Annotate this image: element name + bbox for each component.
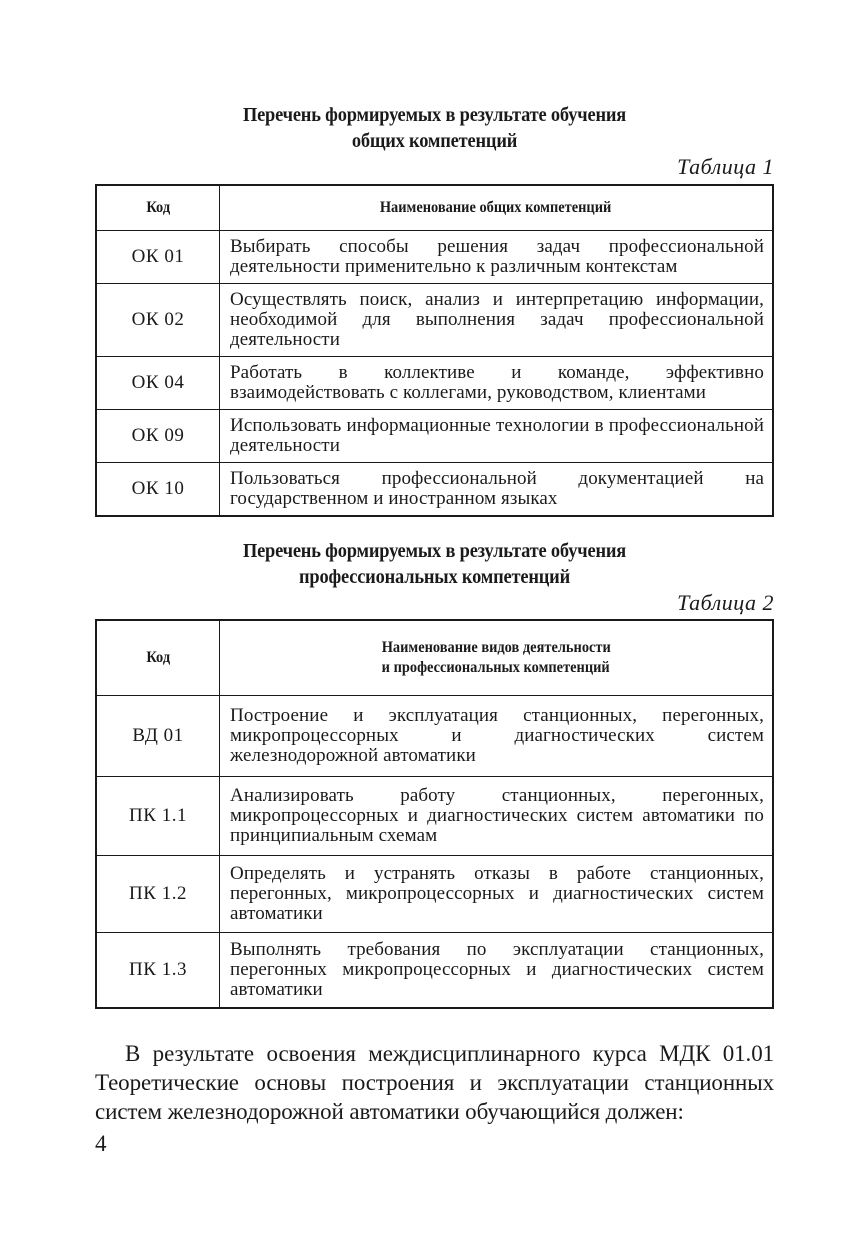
table-row [96, 696, 773, 777]
row-description: Работать в коллективе и команде, эффективно взаимодействовать с коллегами, руководством, клиентами [220, 357, 774, 410]
row-code: ПК 1.3 [96, 933, 220, 1009]
table1-title-line2: общих компетенций [351, 130, 518, 152]
table1-title-line1: Перечень формируемых в результате обучения [242, 104, 627, 126]
table-row [96, 284, 773, 357]
table-row [96, 777, 773, 856]
table1-caption: Таблица 1 [677, 154, 774, 179]
table2-title-line2: профессиональных компетенций [298, 566, 571, 588]
page-number: 4 [95, 1131, 107, 1156]
row-description: Построение и эксплуатация станционных, перегонных, микропроцессорных и диагностических систем железнодорожной автоматики [220, 696, 774, 777]
row-description: Определять и устранять отказы в работе станционных, перегонных, микропроцессорных и диагностических систем автоматики [220, 856, 774, 933]
table-row [96, 231, 773, 284]
row-code: ОК 01 [96, 231, 220, 284]
row-description: Выполнять требования по эксплуатации станционных, перегонных микропроцессорных и диагностических систем автоматики [220, 933, 774, 1009]
header-code: Код [96, 620, 220, 696]
table2-caption: Таблица 2 [677, 590, 774, 615]
header-name [220, 620, 774, 696]
row-description: Пользоваться профессиональной документацией на государственном и иностранном языках [220, 463, 774, 517]
row-code: ОК 04 [96, 357, 220, 410]
header-name-line1: Наименование видов деятельности [381, 639, 611, 656]
row-description: Использовать информационные технологии в профессиональной деятельности [220, 410, 774, 463]
row-code: ВД 01 [96, 696, 220, 777]
header-code: Код [96, 185, 220, 231]
table2-title-line1: Перечень формируемых в результате обучения [242, 540, 627, 562]
body-paragraph: В результате освоения междисциплинарного курса МДК 01.01 Теоретические основы построения и эксплуатации станционных систем железнодорожной автоматики обучающийся должен: [95, 1041, 774, 1124]
professional-competencies-table [95, 619, 774, 1009]
table-row [96, 856, 773, 933]
table1-title [122, 102, 747, 154]
table-row [96, 357, 773, 410]
header-name-line2: и профессиональных компетенций [381, 659, 611, 676]
table2-title [122, 538, 747, 590]
general-competencies-table [95, 184, 774, 517]
row-code: ПК 1.2 [96, 856, 220, 933]
table-row [96, 463, 773, 517]
table-header-row [96, 620, 773, 696]
row-description: Выбирать способы решения задач профессиональной деятельности применительно к различным контекстам [220, 231, 774, 284]
header-name: Наименование общих компетенций [220, 185, 774, 231]
row-code: ОК 02 [96, 284, 220, 357]
table-row [96, 410, 773, 463]
row-code: ОК 10 [96, 463, 220, 517]
row-code: ПК 1.1 [96, 777, 220, 856]
row-code: ОК 09 [96, 410, 220, 463]
row-description: Анализировать работу станционных, перегонных, микропроцессорных и диагностических систем автоматики по принципиальным схемам [220, 777, 774, 856]
table-header-row [96, 185, 773, 231]
row-description: Осуществлять поиск, анализ и интерпретацию информации, необходимой для выполнения задач профессиональной деятельности [220, 284, 774, 357]
table-row [96, 933, 773, 1009]
